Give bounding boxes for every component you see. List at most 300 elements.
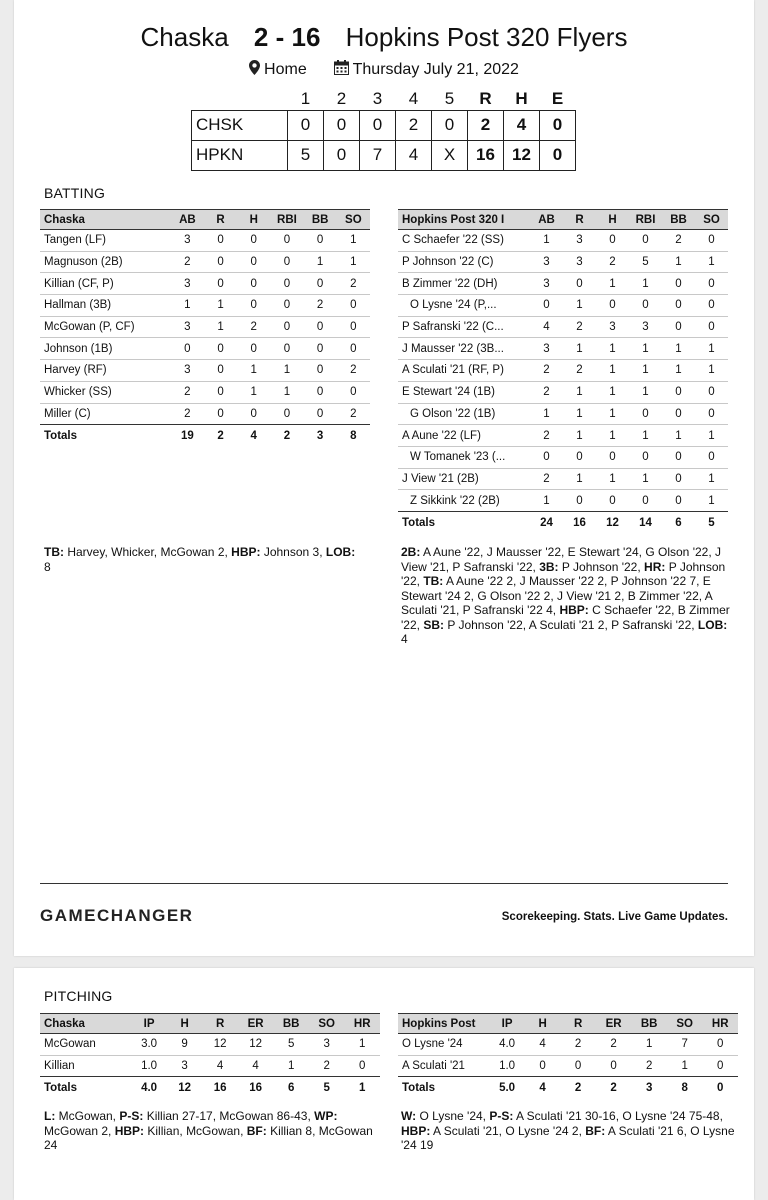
player-name: Killian (CF, P) (40, 273, 171, 295)
stat-cell: 1 (629, 425, 662, 447)
note-text: O Lysne '24, (416, 1109, 490, 1123)
player-row (398, 273, 728, 295)
stat-cell: 3 (530, 273, 563, 295)
stat-cell: 1 (596, 425, 629, 447)
stat-cell: 0 (662, 468, 695, 490)
player-name: G Olson '22 (1B) (398, 403, 530, 425)
player-name: J View '21 (2B) (398, 468, 530, 490)
stat-cell: 1 (563, 403, 596, 425)
stat-column-header: SO (695, 210, 728, 230)
total-cell: 16 (249, 1081, 263, 1094)
team-name-header: Chaska (40, 210, 171, 230)
stat-cell: 1 (695, 468, 728, 490)
total-cell: 16 (573, 516, 586, 529)
batting-notes-home (401, 545, 731, 647)
player-name: Harvey (RF) (40, 360, 171, 382)
footer-divider (40, 883, 728, 884)
note-text: Killian, McGowan, (144, 1123, 247, 1138)
player-row (398, 316, 728, 338)
stat-cell: 0 (530, 446, 563, 468)
player-row (40, 1034, 380, 1056)
stat-cell: 2 (337, 403, 370, 425)
team-name-header: Chaska (40, 1014, 131, 1034)
total-cell: 2 (283, 429, 291, 442)
pitching-card (14, 968, 754, 1200)
line-score-team: CHSK (192, 110, 288, 140)
stat-cell: 0 (304, 230, 337, 252)
stat-cell: 0 (237, 273, 270, 295)
stat-cell: 0 (702, 1034, 738, 1056)
stat-cell: 4 (238, 1055, 274, 1077)
stat-column-header: R (204, 210, 237, 230)
batting-notes-away (44, 545, 364, 574)
totals-label: Totals (44, 1081, 78, 1094)
player-row (40, 316, 370, 338)
stat-cell: 0 (662, 403, 695, 425)
stat-cell: 0 (530, 295, 563, 317)
line-score-team: HPKN (192, 140, 288, 170)
totals-label: Totals (402, 516, 436, 529)
stat-column-header: ER (596, 1014, 632, 1034)
stat-cell: 0 (344, 1055, 380, 1077)
note-text: C Schaefer '22, B Zimmer '22, (401, 603, 730, 632)
total-cell: 24 (540, 516, 553, 529)
player-name: McGowan (P, CF) (40, 316, 171, 338)
stat-cell: 1 (662, 425, 695, 447)
stat-cell: 1 (629, 381, 662, 403)
stat-cell: 0 (270, 251, 303, 273)
stat-cell: 0 (596, 490, 629, 512)
stat-cell: 0 (563, 273, 596, 295)
stat-cell: 7 (667, 1034, 703, 1056)
stat-column-header: BB (662, 210, 695, 230)
inning-cell: 0 (288, 110, 324, 140)
note-label: HBP: (401, 1123, 431, 1138)
player-row (40, 251, 370, 273)
team-name-header: Hopkins Post 320 I (398, 210, 530, 230)
stat-column-header: BB (273, 1014, 309, 1034)
stat-cell: 3 (171, 316, 204, 338)
game-date: Thursday July 21, 2022 (352, 61, 519, 78)
total-cell: 8 (350, 429, 357, 442)
game-title (14, 22, 754, 53)
note-label: HBP: (114, 1123, 145, 1138)
batting-section-label: BATTING (44, 185, 106, 201)
stat-cell: 1 (629, 273, 662, 295)
stat-cell: 0 (629, 295, 662, 317)
stats-header-row (40, 1014, 380, 1034)
stat-cell: 1 (629, 360, 662, 382)
stat-cell: 0 (596, 295, 629, 317)
stat-cell: 1 (204, 295, 237, 317)
stat-cell: 1 (344, 1034, 380, 1056)
stat-column-header: IP (489, 1014, 525, 1034)
runs-cell: 16 (468, 140, 504, 170)
stat-cell: 1 (270, 360, 303, 382)
stat-cell: 3.0 (131, 1034, 167, 1056)
inning-header: 3 (372, 88, 383, 108)
runs-cell: 2 (468, 110, 504, 140)
player-name: Hallman (3B) (40, 295, 171, 317)
note-label: P-S: (489, 1109, 514, 1123)
stat-cell: 1 (237, 381, 270, 403)
stat-cell: 1 (596, 381, 629, 403)
stat-cell: 1 (662, 360, 695, 382)
total-cell: 3 (645, 1081, 653, 1094)
stat-cell: 0 (337, 381, 370, 403)
pitching-notes-away (44, 1109, 374, 1153)
line-score-table (191, 88, 576, 171)
totals-label: Totals (44, 429, 78, 442)
total-cell: 12 (178, 1081, 191, 1094)
note-label: 2B: (401, 545, 421, 559)
stat-cell: 4 (530, 316, 563, 338)
note-text: A Aune '22, J Mausser '22, E Stewart '24, G Olson '22, J View '21, P Safranski '22, (401, 545, 721, 574)
player-row (398, 338, 728, 360)
stat-cell: 1 (596, 338, 629, 360)
stat-column-header: AB (530, 210, 563, 230)
stat-column-header: AB (171, 210, 204, 230)
inning-header: 2 (336, 88, 347, 108)
stat-cell: 1 (237, 360, 270, 382)
stat-cell: 0 (270, 273, 303, 295)
team-name-header: Hopkins Post (398, 1014, 489, 1034)
inning-cell: 5 (288, 140, 324, 170)
stat-cell: 4.0 (489, 1034, 525, 1056)
inning-header: 1 (300, 88, 311, 108)
stat-cell: 0 (337, 295, 370, 317)
stat-cell: 0 (563, 490, 596, 512)
stat-cell: 4 (525, 1034, 561, 1056)
stat-cell: 2 (530, 468, 563, 490)
stat-cell: 0 (204, 338, 237, 360)
stat-column-header: R (563, 210, 596, 230)
player-name: Z Sikkink '22 (2B) (398, 490, 530, 512)
stat-column-header: HR (702, 1014, 738, 1034)
pitching-table-away (40, 1013, 380, 1099)
stat-cell: 3 (171, 360, 204, 382)
player-row (398, 251, 728, 273)
stat-cell: 0 (695, 446, 728, 468)
stat-cell: 2 (171, 381, 204, 403)
stat-cell: 0 (270, 338, 303, 360)
stat-cell: 0 (337, 316, 370, 338)
home-team-name: Hopkins Post 320 Flyers (345, 22, 628, 52)
stat-column-header: H (167, 1014, 203, 1034)
calendar-icon (334, 60, 349, 80)
stats-header-row (398, 210, 728, 230)
note-text: A Sculati '21, O Lysne '24 2, (430, 1123, 586, 1138)
line-score-header (192, 88, 576, 110)
stat-cell: 0 (337, 338, 370, 360)
total-cell: 8 (681, 1081, 688, 1094)
stat-column-header: SO (337, 210, 370, 230)
stat-cell: 1 (629, 338, 662, 360)
stat-column-header: H (525, 1014, 561, 1034)
stat-column-header: RBI (270, 210, 303, 230)
note-text: A Aune '22 2, J Mausser '22 2, P Johnson '22 7, E Stewart '24 2, G Olson '22 2, J View '21 2, B Zimmer '22, A Sculati '21, P Safranski '22 4, (401, 574, 713, 617)
player-row (398, 403, 728, 425)
stat-cell: 2 (530, 381, 563, 403)
stat-cell: 0 (304, 316, 337, 338)
final-score: 2 - 16 (253, 22, 321, 52)
stat-cell: 2 (304, 295, 337, 317)
stat-cell: 2 (662, 230, 695, 252)
stat-column-header: H (237, 210, 270, 230)
total-cell: 19 (180, 429, 194, 442)
note-label: HBP: (231, 545, 261, 559)
stat-cell: 2 (596, 251, 629, 273)
errors-cell: 0 (540, 140, 576, 170)
total-cell: 12 (606, 516, 619, 529)
inning-header: 5 (444, 88, 455, 108)
stat-cell: 0 (204, 251, 237, 273)
player-row (398, 1034, 738, 1056)
stat-column-header: HR (344, 1014, 380, 1034)
total-cell: 2 (574, 1081, 582, 1094)
totals-row (40, 1077, 380, 1099)
total-cell: 5.0 (499, 1081, 516, 1094)
stat-cell: 0 (237, 338, 270, 360)
note-text: A Sculati '21 30-16, O Lysne '24 75-48, (513, 1109, 723, 1123)
stat-cell: 1 (304, 251, 337, 273)
note-label: HBP: (559, 603, 589, 617)
stat-cell: 1 (662, 251, 695, 273)
stat-cell: 1 (563, 381, 596, 403)
total-cell: 2 (217, 429, 224, 442)
stat-column-header: BB (304, 210, 337, 230)
note-label: BF: (246, 1123, 267, 1138)
note-text: P Johnson '22, (401, 559, 726, 588)
inning-header: 4 (408, 88, 419, 108)
stat-cell: 12 (238, 1034, 274, 1056)
inning-cell: 0 (360, 110, 396, 140)
stat-cell: 0 (629, 403, 662, 425)
errors-cell: 0 (540, 110, 576, 140)
stat-cell: 1 (337, 251, 370, 273)
stat-cell: 9 (167, 1034, 203, 1056)
player-row (398, 295, 728, 317)
stat-column-header: R (202, 1014, 238, 1034)
stat-cell: 1 (530, 230, 563, 252)
stat-cell: 0 (695, 295, 728, 317)
player-name: Miller (C) (40, 403, 171, 425)
stat-cell: 0 (662, 446, 695, 468)
player-name: Magnuson (2B) (40, 251, 171, 273)
totals-row (40, 425, 370, 447)
inning-cell: 0 (324, 110, 360, 140)
player-row (40, 295, 370, 317)
line-score-row-home (192, 140, 576, 170)
stat-cell: 0 (304, 381, 337, 403)
stat-cell: 0 (629, 490, 662, 512)
boxscore-card (14, 0, 754, 956)
game-info (14, 60, 754, 80)
player-row (398, 446, 728, 468)
stat-cell: 0 (629, 446, 662, 468)
totals-row (398, 1077, 738, 1099)
errors-header: E (551, 88, 564, 108)
totals-label: Totals (402, 1081, 436, 1094)
stat-cell: 1 (667, 1055, 703, 1077)
stat-cell: 1 (204, 316, 237, 338)
stat-cell: 1 (629, 468, 662, 490)
stat-cell: 0 (662, 295, 695, 317)
stat-cell: 0 (563, 446, 596, 468)
stat-cell: 0 (702, 1055, 738, 1077)
stat-cell: 3 (530, 251, 563, 273)
total-cell: 16 (213, 1081, 227, 1094)
player-name: J Mausser '22 (3B... (398, 338, 530, 360)
total-cell: 5 (708, 516, 715, 529)
player-name: Johnson (1B) (40, 338, 171, 360)
pitching-table-home (398, 1013, 738, 1099)
player-row (40, 1055, 380, 1077)
line-score-row-away (192, 110, 576, 140)
runs-header: R (479, 88, 492, 108)
stats-header-row (40, 210, 370, 230)
pitching-section-label: PITCHING (44, 988, 113, 1004)
stat-cell: 0 (270, 295, 303, 317)
note-label: TB: (44, 545, 64, 559)
note-label: P-S: (119, 1109, 144, 1123)
stats-header-row (398, 1014, 738, 1034)
stat-cell: 0 (237, 251, 270, 273)
stat-cell: 1 (563, 338, 596, 360)
stat-cell: 1 (530, 403, 563, 425)
total-cell: 4.0 (141, 1081, 158, 1094)
stat-cell: 1 (563, 468, 596, 490)
inning-cell: X (432, 140, 468, 170)
stat-cell: 1 (563, 295, 596, 317)
hits-cell: 12 (504, 140, 540, 170)
stat-cell: 0 (270, 230, 303, 252)
batting-table-away (40, 209, 370, 446)
stat-cell: 0 (237, 295, 270, 317)
stat-cell: 1 (337, 230, 370, 252)
stat-cell: 0 (560, 1055, 596, 1077)
stat-cell: 0 (270, 403, 303, 425)
stat-cell: 1 (695, 338, 728, 360)
note-text: Harvey, Whicker, McGowan 2, (64, 545, 232, 559)
stat-cell: 2 (337, 273, 370, 295)
player-name: C Schaefer '22 (SS) (398, 230, 530, 252)
stat-cell: 0 (596, 230, 629, 252)
stat-cell: 3 (171, 230, 204, 252)
stat-cell: 3 (563, 251, 596, 273)
stat-cell: 0 (304, 273, 337, 295)
stat-cell: 0 (204, 230, 237, 252)
stat-cell: 0 (596, 446, 629, 468)
stat-cell: 2 (530, 360, 563, 382)
stat-cell: 0 (304, 338, 337, 360)
stat-cell: 0 (596, 1055, 632, 1077)
player-row (398, 381, 728, 403)
stat-cell: 0 (204, 360, 237, 382)
stat-cell: 3 (596, 316, 629, 338)
total-cell: 14 (639, 516, 652, 529)
stat-cell: 0 (695, 403, 728, 425)
stat-cell: 3 (171, 273, 204, 295)
away-team-name: Chaska (140, 22, 229, 52)
stat-column-header: BB (631, 1014, 667, 1034)
player-row (40, 273, 370, 295)
player-row (398, 425, 728, 447)
stat-cell: 0 (695, 273, 728, 295)
stat-cell: 1 (695, 360, 728, 382)
player-name: A Sculati '21 (398, 1055, 489, 1077)
note-label: TB: (423, 574, 444, 588)
player-row (40, 403, 370, 425)
stat-column-header: SO (309, 1014, 345, 1034)
stat-cell: 0 (662, 316, 695, 338)
total-cell: 4 (539, 1081, 546, 1094)
note-text: 4 (401, 632, 408, 646)
stat-cell: 1 (631, 1034, 667, 1056)
player-row (398, 468, 728, 490)
player-row (40, 360, 370, 382)
note-label: W: (401, 1109, 417, 1123)
note-label: SB: (423, 617, 444, 632)
player-name: A Sculati '21 (RF, P) (398, 360, 530, 382)
stat-column-header: IP (131, 1014, 167, 1034)
stat-cell: 2 (309, 1055, 345, 1077)
note-label: HR: (644, 559, 666, 574)
stat-cell: 1 (662, 338, 695, 360)
player-row (40, 338, 370, 360)
inning-cell: 2 (396, 110, 432, 140)
pitching-notes-home (401, 1109, 741, 1153)
stat-cell: 0 (629, 230, 662, 252)
stat-column-header: ER (238, 1014, 274, 1034)
player-name: B Zimmer '22 (DH) (398, 273, 530, 295)
stat-cell: 0 (695, 381, 728, 403)
stat-cell: 0 (237, 403, 270, 425)
stat-cell: 0 (204, 273, 237, 295)
note-text: McGowan 2, (44, 1123, 115, 1138)
note-text: McGowan, (55, 1109, 120, 1123)
hits-header: H (515, 88, 528, 108)
batting-table-home (398, 209, 728, 533)
stat-cell: 1 (171, 295, 204, 317)
total-cell: 5 (323, 1081, 330, 1094)
inning-cell: 0 (324, 140, 360, 170)
stat-cell: 1.0 (131, 1055, 167, 1077)
stat-cell: 0 (204, 403, 237, 425)
stat-cell: 2 (631, 1055, 667, 1077)
total-cell: 6 (675, 516, 682, 529)
player-name: E Stewart '24 (1B) (398, 381, 530, 403)
stat-cell: 2 (596, 1034, 632, 1056)
note-text: Killian 27-17, McGowan 86-43, (143, 1109, 315, 1123)
note-label: L: (44, 1109, 56, 1123)
stat-cell: 2 (337, 360, 370, 382)
player-name: Tangen (LF) (40, 230, 171, 252)
player-name: P Safranski '22 (C... (398, 316, 530, 338)
stat-cell: 1 (596, 360, 629, 382)
inning-cell: 4 (396, 140, 432, 170)
location-pin-icon (249, 60, 260, 80)
note-label: 3B: (539, 559, 559, 574)
stat-cell: 0 (525, 1055, 561, 1077)
note-text: Johnson 3, (260, 545, 326, 559)
inning-cell: 7 (360, 140, 396, 170)
stat-cell: 2 (237, 316, 270, 338)
stat-cell: 0 (304, 360, 337, 382)
stat-cell: 1.0 (489, 1055, 525, 1077)
totals-row (398, 511, 728, 533)
stat-cell: 5 (629, 251, 662, 273)
